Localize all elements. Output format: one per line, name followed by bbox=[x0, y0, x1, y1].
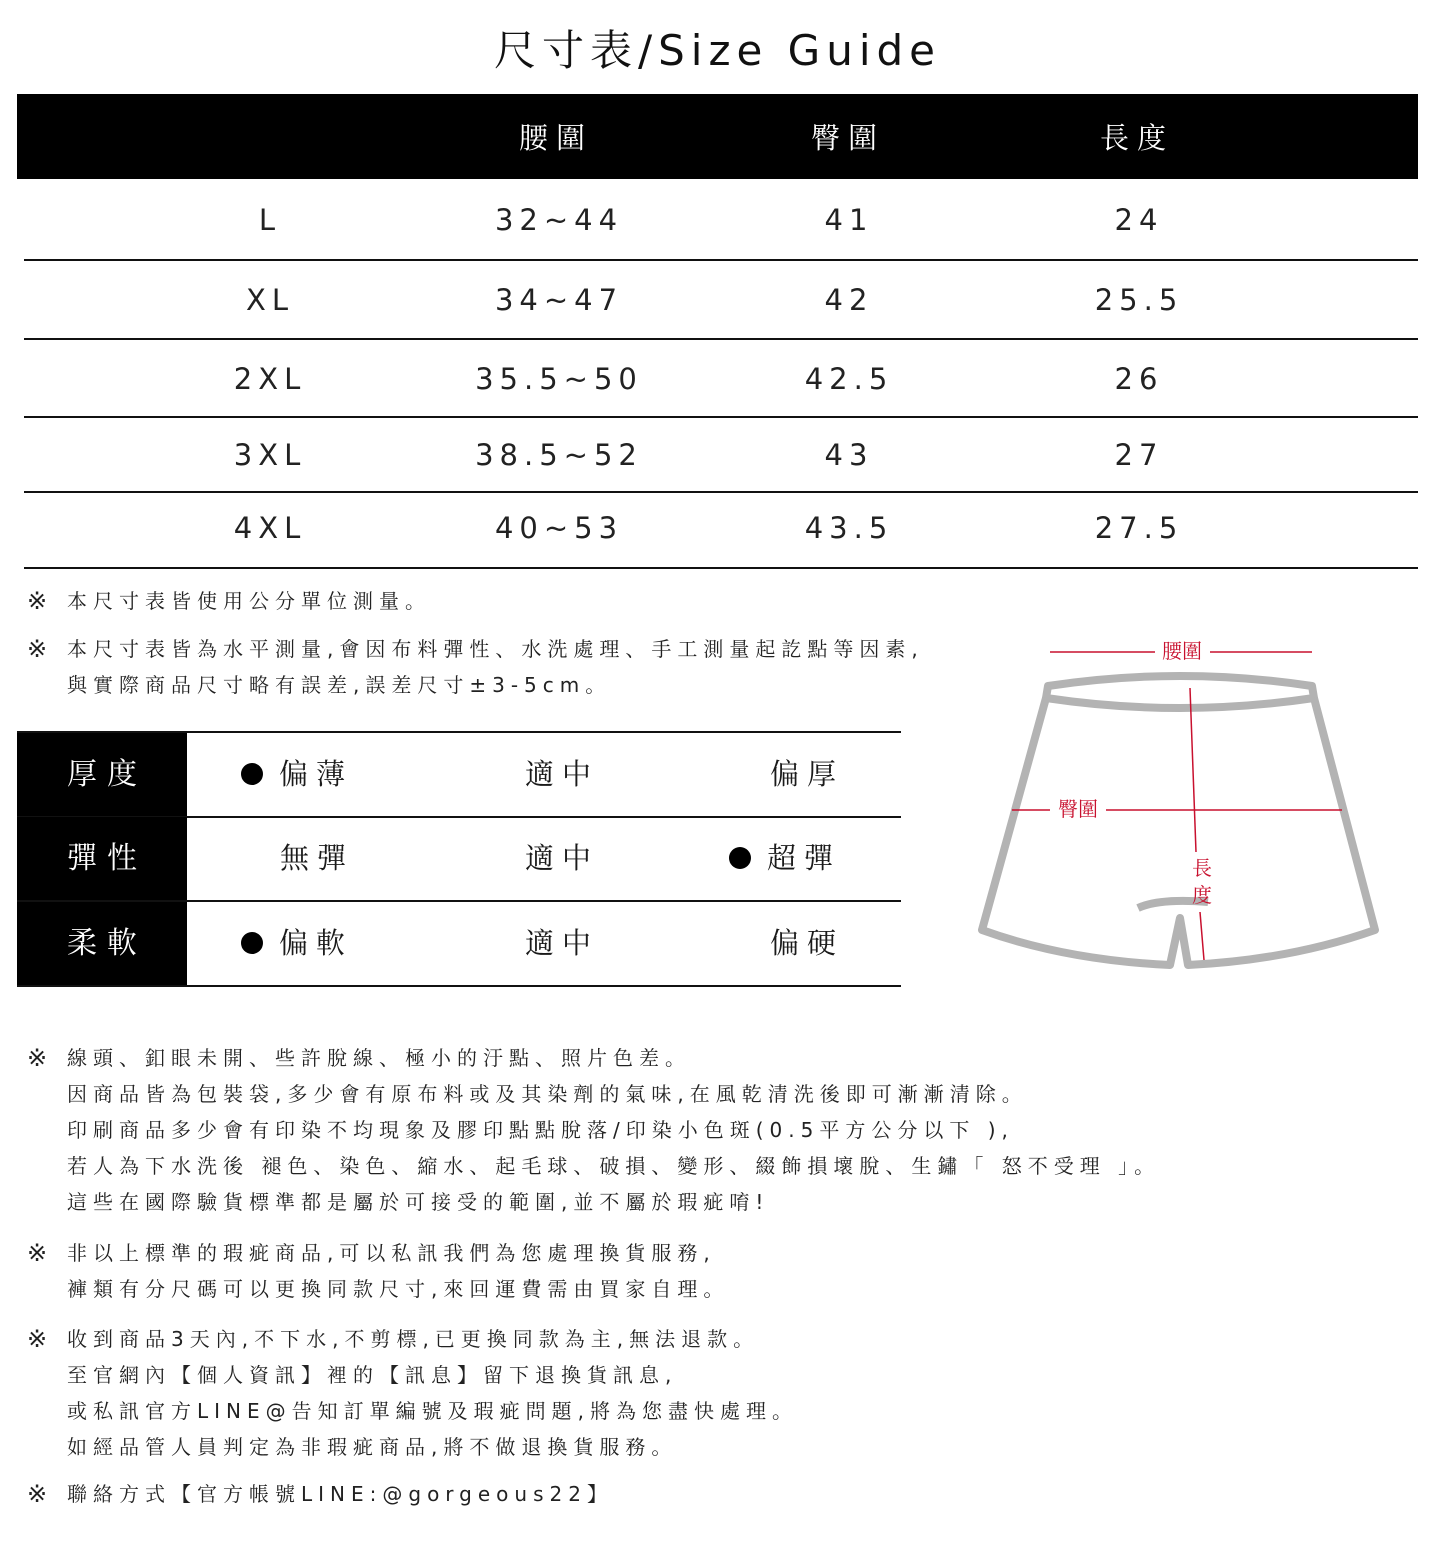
note-line: 本尺寸表皆使用公分單位測量。 bbox=[67, 589, 431, 613]
size-label: XL bbox=[245, 283, 295, 317]
attribute-option: 超彈 bbox=[729, 817, 841, 900]
selected-dot-icon bbox=[241, 932, 263, 954]
reference-mark-icon: ※ bbox=[27, 587, 48, 615]
shorts-measurement-diagram bbox=[970, 630, 1400, 990]
selected-dot-icon bbox=[729, 847, 751, 869]
note-line: 或私訊官方LINE@告知訂單編號及瑕疵問題,將為您盡快處理。 bbox=[67, 1399, 798, 1423]
attribute-option: 偏軟 bbox=[241, 902, 353, 985]
note-line: 聯絡方式【官方帳號LINE:@gorgeous22】 bbox=[67, 1482, 613, 1506]
reference-mark-icon: ※ bbox=[27, 1044, 48, 1072]
hip-value: 43.5 bbox=[804, 511, 894, 545]
attribute-option: 適中 bbox=[524, 757, 600, 791]
note-line: 本尺寸表皆為水平測量,會因布料彈性、水洗處理、手工測量起訖點等因素, bbox=[67, 637, 924, 661]
header-hip: 臀圍 bbox=[810, 121, 886, 155]
note-line: 如經品管人員判定為非瑕疵商品,將不做退換貨服務。 bbox=[67, 1435, 678, 1459]
reference-mark-icon: ※ bbox=[27, 1325, 48, 1353]
length-value: 27.5 bbox=[1094, 511, 1184, 545]
hip-label: 臀圍 bbox=[1058, 797, 1098, 821]
hip-value: 42 bbox=[824, 283, 874, 317]
selected-dot-icon bbox=[241, 763, 263, 785]
attribute-row-elasticity bbox=[17, 817, 901, 902]
size-label: 4XL bbox=[233, 511, 307, 545]
waist-value: 34~47 bbox=[494, 283, 624, 317]
size-label: L bbox=[258, 203, 282, 237]
reference-mark-icon: ※ bbox=[27, 1480, 48, 1508]
attribute-row-softness bbox=[17, 902, 901, 987]
attribute-label: 彈性 bbox=[17, 817, 187, 900]
note-line: 這些在國際驗貨標準都是屬於可接受的範圍,並不屬於瑕疵唷! bbox=[67, 1190, 770, 1214]
attribute-option: 無彈 bbox=[279, 841, 355, 875]
length-value: 25.5 bbox=[1094, 283, 1184, 317]
attribute-option: 偏厚 bbox=[769, 757, 845, 791]
note-line: 至官網內【個人資訊】裡的【訊息】留下退換貨訊息, bbox=[67, 1363, 678, 1387]
waist-value: 35.5~50 bbox=[475, 362, 643, 396]
table-row bbox=[24, 340, 1418, 418]
length-value: 26 bbox=[1114, 362, 1164, 396]
table-row bbox=[24, 418, 1418, 493]
waist-value: 32~44 bbox=[494, 203, 624, 237]
attribute-option: 偏硬 bbox=[769, 926, 845, 960]
attribute-option: 適中 bbox=[524, 926, 600, 960]
table-row bbox=[24, 179, 1418, 261]
shorts-outline bbox=[982, 676, 1375, 965]
table-row bbox=[24, 261, 1418, 340]
page-title: 尺寸表/Size Guide bbox=[493, 26, 942, 75]
attribute-option: 偏薄 bbox=[241, 733, 353, 816]
length-value: 27 bbox=[1114, 438, 1164, 472]
attribute-row-thickness bbox=[17, 731, 901, 818]
length-label: 度 bbox=[1192, 883, 1212, 907]
attribute-label: 柔軟 bbox=[17, 902, 187, 985]
note-line: 與實際商品尺寸略有誤差,誤差尺寸±3-5cm。 bbox=[67, 673, 612, 697]
reference-mark-icon: ※ bbox=[27, 635, 48, 663]
header-length: 長度 bbox=[1099, 121, 1175, 155]
note-line: 因商品皆為包裝袋,多少會有原布料或及其染劑的氣味,在風乾清洗後即可漸漸清除。 bbox=[67, 1082, 1028, 1106]
length-label: 長 bbox=[1192, 856, 1212, 880]
waist-value: 40~53 bbox=[494, 511, 624, 545]
length-measure-line bbox=[1200, 912, 1204, 960]
size-label: 3XL bbox=[233, 438, 307, 472]
hip-value: 43 bbox=[824, 438, 874, 472]
note-line: 若人為下水洗後 褪色、染色、縮水、起毛球、破損、變形、綴飾損壞脫、生鏽「 怒不受理 」。 bbox=[67, 1154, 1161, 1178]
reference-mark-icon: ※ bbox=[27, 1239, 48, 1267]
length-measure-line bbox=[1190, 688, 1196, 852]
size-table-header bbox=[17, 94, 1418, 179]
note-line: 收到商品3天內,不下水,不剪標,已更換同款為主,無法退款。 bbox=[67, 1327, 760, 1351]
note-line: 印刷商品多少會有印染不均現象及膠印點點脫落/印染小色斑(0.5平方公分以下 ), bbox=[67, 1118, 1014, 1142]
waist-value: 38.5~52 bbox=[475, 438, 643, 472]
note-line: 線頭、釦眼未開、些許脫線、極小的汙點、照片色差。 bbox=[67, 1046, 691, 1070]
note-line: 褲類有分尺碼可以更換同款尺寸,來回運費需由買家自理。 bbox=[67, 1277, 730, 1301]
waist-label: 腰圍 bbox=[1162, 639, 1202, 663]
size-label: 2XL bbox=[233, 362, 307, 396]
header-waist: 腰圍 bbox=[518, 121, 594, 155]
hip-value: 42.5 bbox=[804, 362, 894, 396]
length-value: 24 bbox=[1114, 203, 1164, 237]
attribute-label: 厚度 bbox=[17, 733, 187, 816]
table-row bbox=[24, 493, 1418, 569]
note-line: 非以上標準的瑕疵商品,可以私訊我們為您處理換貨服務, bbox=[67, 1241, 716, 1265]
hip-value: 41 bbox=[824, 203, 874, 237]
attribute-option: 適中 bbox=[524, 841, 600, 875]
